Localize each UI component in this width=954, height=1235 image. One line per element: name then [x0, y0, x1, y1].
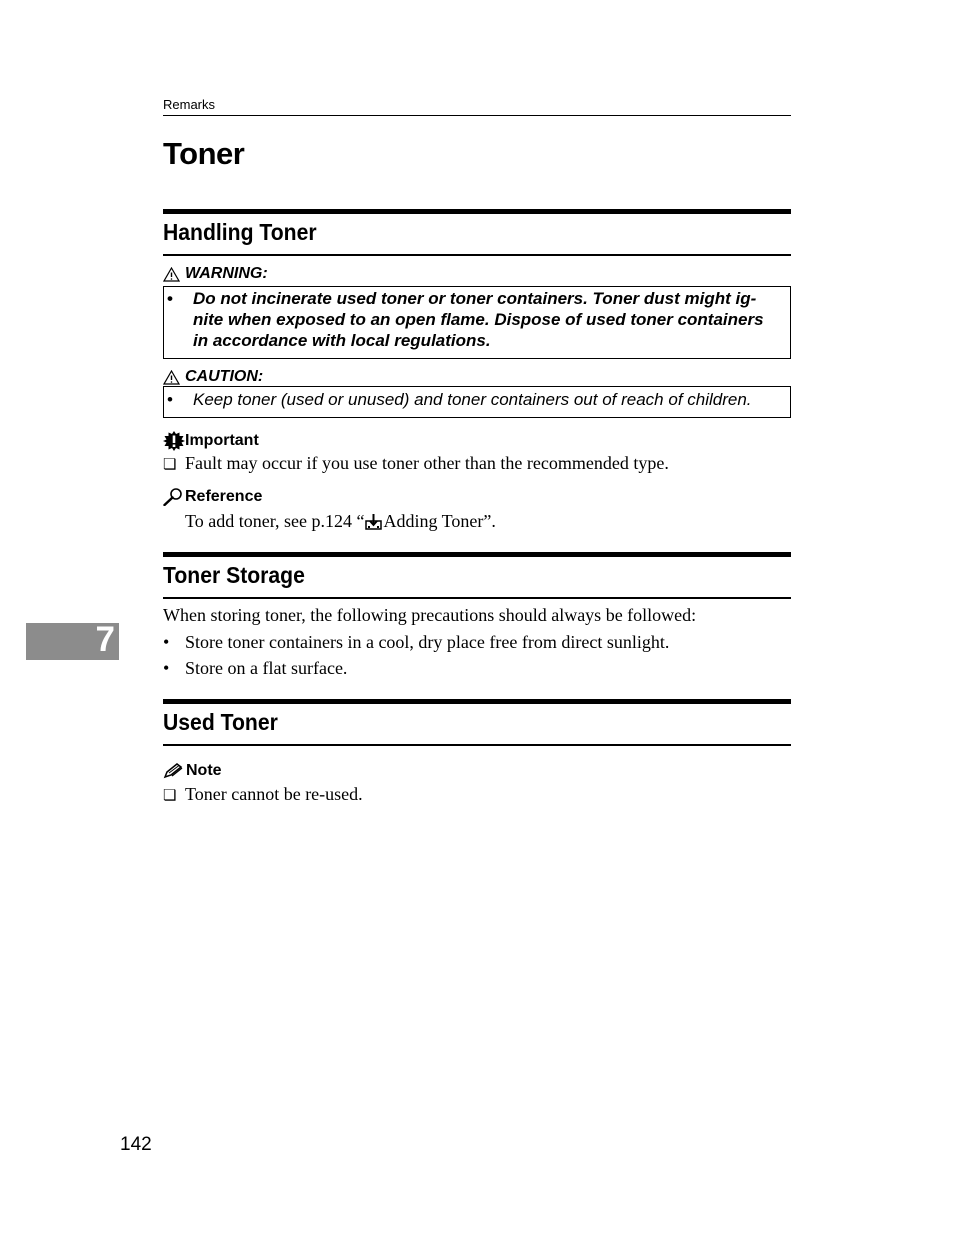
reference-item: [185, 511, 496, 532]
bullet: •: [163, 658, 170, 678]
list-item: • Store toner containers in a cool, dry place free from direct sunlight.: [163, 632, 670, 652]
reference-text-suffix: Adding Toner”.: [383, 511, 496, 531]
warning-text-line: nite when exposed to an open flame. Dispose of used toner containers: [193, 310, 764, 329]
reference-label: Reference: [163, 488, 262, 506]
add-toner-icon: [365, 513, 382, 530]
caution-text: Keep toner (used or unused) and toner containers out of reach of children.: [193, 390, 752, 409]
page-title: Toner: [163, 136, 245, 171]
section-rule-bottom: [163, 744, 791, 746]
note-item: [163, 784, 363, 805]
pencil-icon: [163, 763, 183, 779]
section-title-used: Used Toner: [163, 709, 278, 735]
page-number: 142: [120, 1134, 152, 1155]
section-title-storage: Toner Storage: [163, 562, 305, 588]
list-item: • Store on a flat surface.: [163, 658, 348, 678]
header-rule: [163, 115, 791, 116]
note-text: Toner cannot be re-used.: [185, 784, 363, 804]
magnifier-icon: [163, 488, 183, 506]
warning-box: [163, 286, 791, 359]
section-title-handling: Handling Toner: [163, 219, 317, 245]
warning-text-line: in accordance with local regulations.: [193, 331, 491, 350]
storage-intro: When storing toner, the following precautions should always be followed:: [163, 605, 697, 625]
running-head: Remarks: [163, 97, 216, 112]
warning-label: WARNING:: [163, 265, 268, 283]
bullet: •: [167, 390, 173, 409]
chapter-number: 7: [95, 620, 115, 659]
checkbox-icon: ❏: [163, 457, 177, 473]
caution-triangle-icon: [163, 370, 180, 385]
caution-box: [163, 386, 791, 418]
important-icon: [163, 431, 185, 451]
bullet: •: [163, 632, 170, 652]
checkbox-icon: ❏: [163, 788, 177, 804]
reference-text-prefix: To add toner, see p.124 “: [185, 511, 365, 531]
section-rule-top: [163, 552, 791, 557]
warning-triangle-icon: [163, 267, 180, 282]
bullet: •: [167, 289, 173, 308]
section-rule-top: [163, 699, 791, 704]
section-rule-bottom: [163, 597, 791, 599]
caution-label: CAUTION:: [163, 368, 263, 386]
important-text: Fault may occur if you use toner other than the recommended type.: [185, 453, 669, 473]
note-label: Note: [163, 762, 222, 780]
section-rule-bottom: [163, 254, 791, 256]
important-label: Important: [163, 431, 259, 451]
important-item: [163, 453, 669, 474]
section-rule-top: [163, 209, 791, 214]
warning-text-line: Do not incinerate used toner or toner containers. Toner dust might ig-: [193, 289, 757, 308]
